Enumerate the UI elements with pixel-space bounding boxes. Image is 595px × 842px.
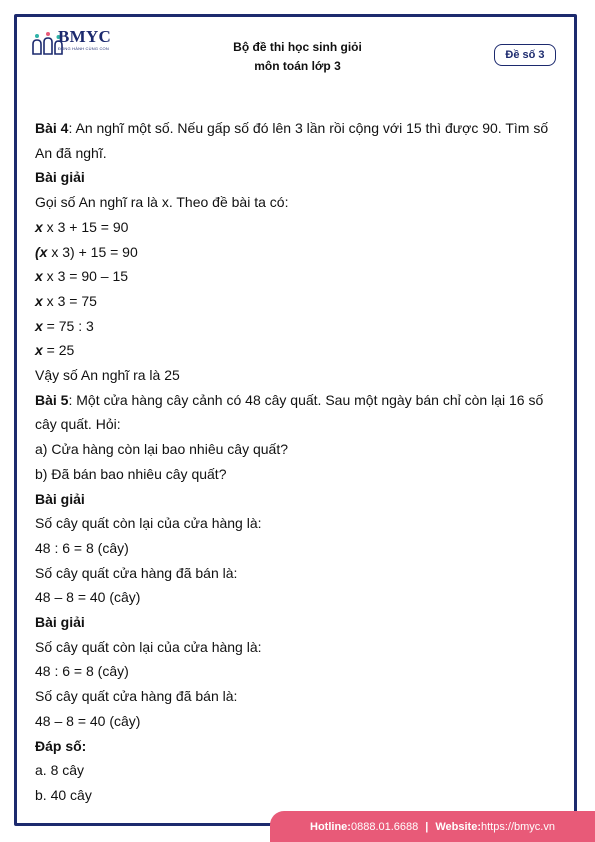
problem5-remaining-label-2: Số cây quất còn lại của cửa hàng là: <box>35 638 262 655</box>
website-link[interactable]: https://bmyc.vn <box>480 820 555 833</box>
hotline-link[interactable]: 0888.01.6688 <box>350 820 419 833</box>
problem4-solution-heading: Bài giải <box>35 169 85 186</box>
problem5-solution-heading: Bài giải <box>35 490 85 507</box>
problem4-text: : An nghĩ một số. Nếu gấp số đó lên 3 lần rồi cộng với 15 thì được 90. Tìm số An đã nghĩ. <box>35 120 549 161</box>
footer-separator: | <box>425 820 429 833</box>
problem4-step6: x = 25 <box>35 342 75 359</box>
problem4-step5: x = 75 : 3 <box>35 317 94 334</box>
variable-x: x <box>35 317 43 334</box>
problem5-solution-heading-2: Bài giải <box>35 614 85 631</box>
problem5-label: Bài 5 <box>35 391 69 408</box>
problem5-answer-heading: Đáp số: <box>35 737 87 754</box>
problem5-question-a: a) Cửa hàng còn lại bao nhiêu cây quất? <box>35 441 288 458</box>
page-title-line1: Bộ đề thi học sinh giỏi <box>233 40 362 54</box>
logo-text: BMYC <box>58 27 112 46</box>
problem5-answer-a: a. 8 cây <box>35 762 85 779</box>
exam-number-badge: Đề số 3 <box>494 44 556 66</box>
problem4-label: Bài 4 <box>35 120 69 136</box>
problem4-step1: x x 3 + 15 = 90 <box>35 218 129 235</box>
problem4-statement <box>35 116 565 165</box>
problem4-step3: x x 3 = 90 – 15 <box>35 268 129 285</box>
problem4-intro: Gọi số An nghĩ ra là x. Theo đề bài ta có: <box>35 194 289 211</box>
problem5-remaining-label: Số cây quất còn lại của cửa hàng là: <box>35 515 262 532</box>
problem5-remaining-calc: 48 : 6 = 8 (cây) <box>35 539 129 556</box>
footer-contact-bar <box>270 811 595 842</box>
problem5-remaining-calc-2: 48 : 6 = 8 (cây) <box>35 663 129 680</box>
variable-x: x <box>35 218 43 235</box>
problem5-sold-label: Số cây quất cửa hàng đã bán là: <box>35 564 238 581</box>
problem4-step2: (x x 3) + 15 = 90 <box>35 243 138 260</box>
problem5-sold-calc: 48 – 8 = 40 (cây) <box>35 589 141 606</box>
variable-x: x <box>39 243 48 260</box>
document-body <box>35 116 565 808</box>
variable-x: x <box>35 342 43 359</box>
problem5-sold-calc-2: 48 – 8 = 40 (cây) <box>35 712 141 729</box>
variable-x: x <box>35 268 43 285</box>
problem5-answer-b: b. 40 cây <box>35 786 92 803</box>
logo-tagline: ĐỒNG HÀNH CÙNG CON <box>58 46 109 51</box>
problem5-question-b: b) Đã bán bao nhiêu cây quất? <box>35 465 227 482</box>
problem5-text: : Một cửa hàng cây cảnh có 48 cây quất. Sau một ngày bán chỉ còn lại 16 số cây quất. Hỏi: <box>35 391 544 433</box>
page-title-line2: môn toán lớp 3 <box>254 59 341 73</box>
hotline-label: Hotline: <box>310 820 351 833</box>
problem5-sold-label-2: Số cây quất cửa hàng đã bán là: <box>35 688 238 705</box>
problem5-statement <box>35 388 565 437</box>
website-label: Website: <box>435 820 481 833</box>
problem4-step4: x x 3 = 75 <box>35 292 97 309</box>
variable-x: x <box>35 292 43 309</box>
problem4-conclusion: Vậy số An nghĩ ra là 25 <box>35 367 180 384</box>
